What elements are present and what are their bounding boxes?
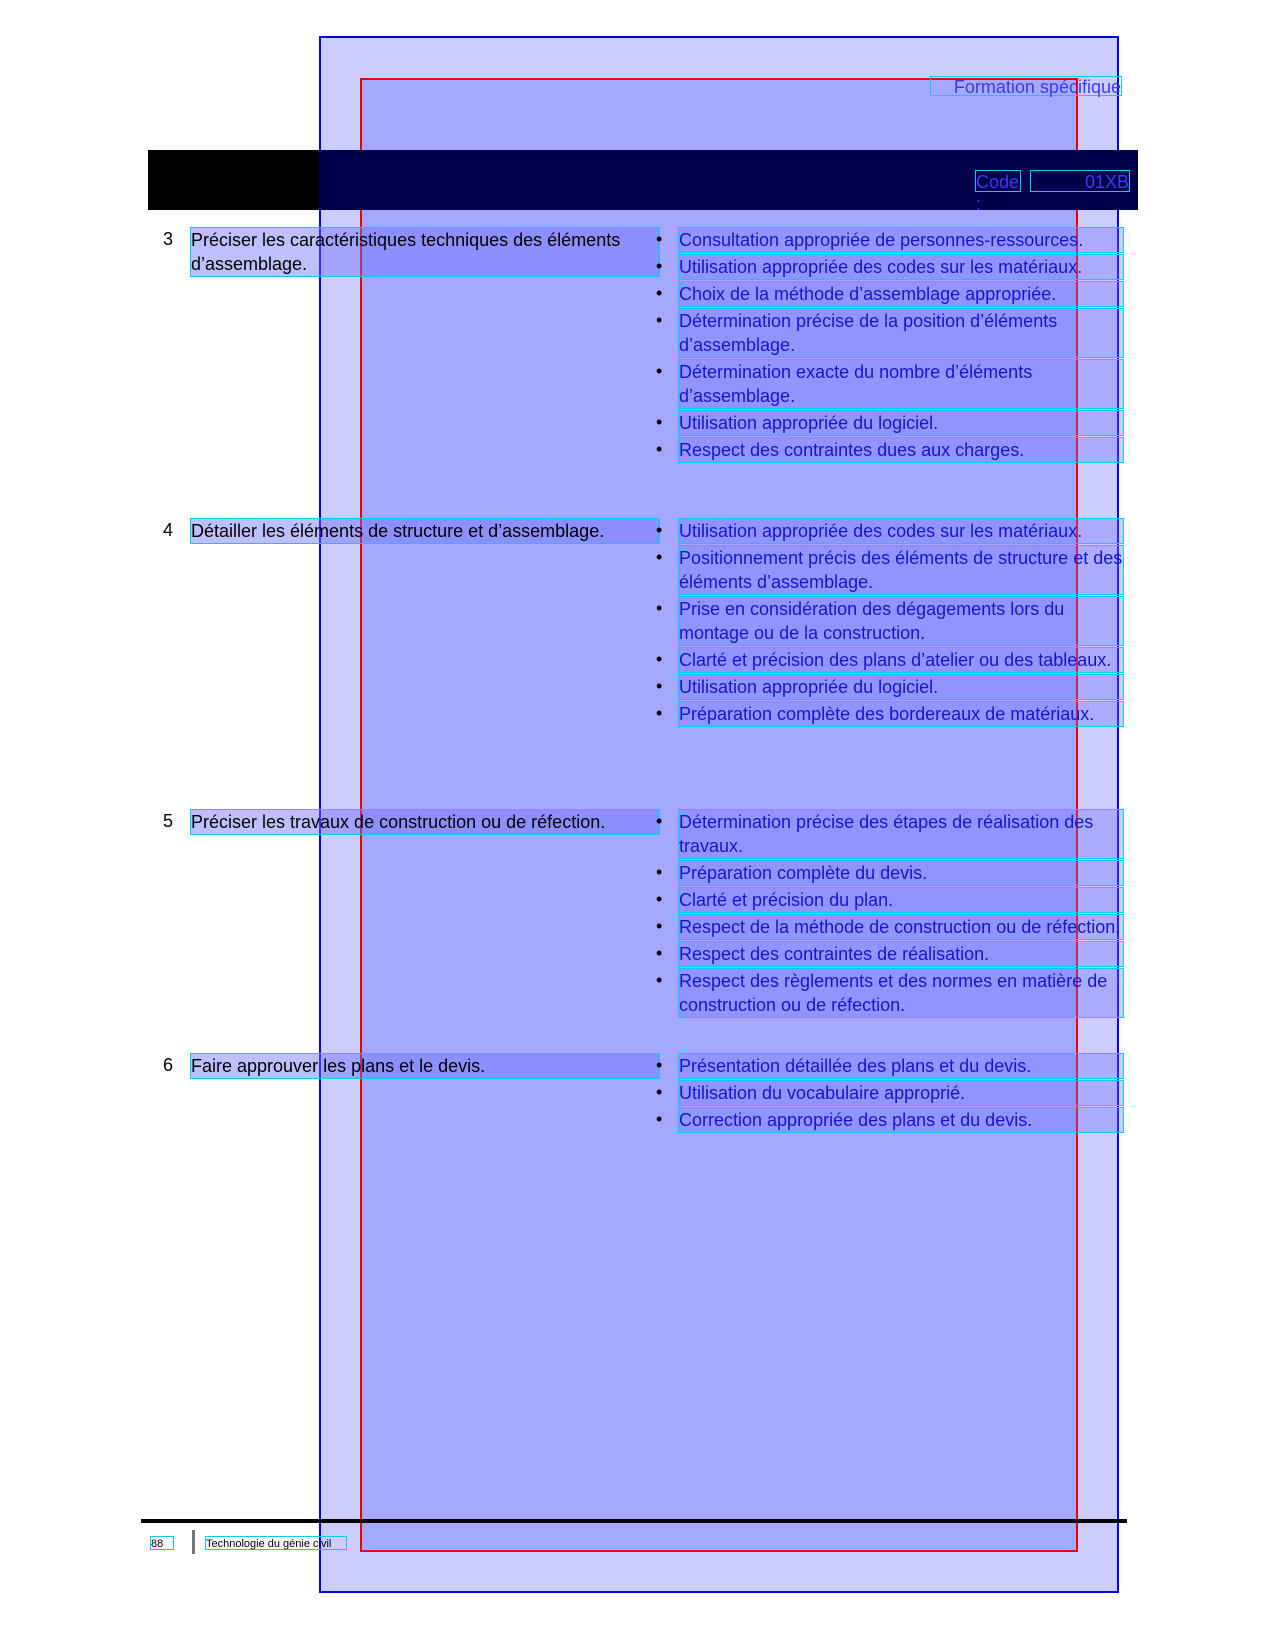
footer-rule [141,1519,1127,1523]
criterion-item [656,647,1126,673]
criterion-text: Respect des contraintes dues aux charges. [678,437,1124,463]
criterion-text: Détermination précise des étapes de réalisation des travaux. [678,809,1124,859]
bullet-icon: • [656,283,663,303]
criterion-item [656,914,1126,940]
criterion-text: Utilisation appropriée du logiciel. [678,410,1124,436]
criterion-text: Clarté et précision du plan. [678,887,1124,913]
criterion-text: Préparation complète du devis. [678,860,1124,886]
bullet-icon: • [656,811,663,831]
criterion-text: Respect des règlements et des normes en matière de construction ou de réfection. [678,968,1124,1018]
criterion-text: Respect de la méthode de construction ou de réfection. [678,914,1124,940]
bullet-icon: • [656,412,663,432]
criterion-item [656,674,1126,700]
code-label: Code : [976,172,1020,214]
criterion-item [656,701,1126,727]
bullet-icon: • [656,229,663,249]
criterion-text: Respect des contraintes de réalisation. [678,941,1124,967]
criterion-text: Utilisation appropriée des codes sur les matériaux. [678,254,1124,280]
bullet-icon: • [656,703,663,723]
criterion-item [656,281,1126,307]
criterion-item [656,968,1126,1018]
bullet-icon: • [656,256,663,276]
page-number: 88 [150,1536,174,1550]
bullet-icon: • [656,361,663,381]
criterion-text: Positionnement précis des éléments de structure et des éléments d’assemblage. [678,545,1124,595]
competency-element-6 [163,1053,663,1079]
bullet-icon: • [656,547,663,567]
code-value: 01XB [1030,170,1130,192]
bullet-icon: • [656,916,663,936]
criterion-text: Détermination exacte du nombre d’éléments d’assemblage. [678,359,1124,409]
element-text: Préciser les travaux de construction ou de réfection. [190,809,660,835]
criteria-list-3 [656,227,1126,463]
criterion-item [656,410,1126,436]
bullet-icon: • [656,889,663,909]
bullet-icon: • [656,649,663,669]
element-text: Préciser les caractéristiques techniques des éléments d’assemblage. [190,227,660,277]
element-text: Détailler les éléments de structure et d’assemblage. [190,518,660,544]
element-number: 5 [163,811,174,831]
competency-element-3 [163,227,663,277]
bullet-icon: • [656,1082,663,1102]
criterion-text: Consultation appropriée de personnes-ressources. [678,227,1124,253]
criterion-item [656,308,1126,358]
bullet-icon: • [656,862,663,882]
element-number: 3 [163,229,174,249]
element-text: Faire approuver les plans et le devis. [190,1053,660,1079]
competency-element-4 [163,518,663,544]
bullet-icon: • [656,970,663,990]
footer-separator [192,1530,195,1554]
bullet-icon: • [656,1109,663,1129]
criterion-text: Utilisation appropriée des codes sur les matériaux. [678,518,1124,544]
bullet-icon: • [656,598,663,618]
criterion-item [656,227,1126,253]
criterion-text: Utilisation appropriée du logiciel. [678,674,1124,700]
bullet-icon: • [656,676,663,696]
criterion-text: Utilisation du vocabulaire approprié. [678,1080,1124,1106]
criterion-text: Détermination précise de la position d’éléments d’assemblage. [678,308,1124,358]
criterion-item [656,545,1126,595]
bullet-icon: • [656,439,663,459]
criterion-text: Correction appropriée des plans et du devis. [678,1107,1124,1133]
criterion-item [656,809,1126,859]
criterion-text: Présentation détaillée des plans et du devis. [678,1053,1124,1079]
criterion-item [656,1107,1126,1133]
criterion-item [656,860,1126,886]
bullet-icon: • [656,943,663,963]
criterion-item [656,1053,1126,1079]
bullet-icon: • [656,1055,663,1075]
element-number: 4 [163,520,174,540]
criterion-item [656,518,1126,544]
criterion-item [656,596,1126,646]
criteria-list-4 [656,518,1126,727]
element-number: 6 [163,1055,174,1075]
bullet-icon: • [656,520,663,540]
criteria-list-5 [656,809,1126,1018]
criterion-text: Préparation complète des bordereaux de matériaux. [678,701,1124,727]
criterion-text: Choix de la méthode d’assemblage appropriée. [678,281,1124,307]
criterion-item [656,254,1126,280]
criterion-item [656,437,1126,463]
footer-document-title: Technologie du génie civil [205,1536,347,1550]
criterion-item [656,941,1126,967]
criteria-list-6 [656,1053,1126,1133]
section-label: Formation spécifique [930,76,1122,96]
criterion-item [656,887,1126,913]
bullet-icon: • [656,310,663,330]
criterion-item [656,1080,1126,1106]
criterion-text: Prise en considération des dégagements lors du montage ou de la construction. [678,596,1124,646]
competency-element-5 [163,809,663,835]
criterion-item [656,359,1126,409]
criterion-text: Clarté et précision des plans d’atelier ou des tableaux. [678,647,1124,673]
